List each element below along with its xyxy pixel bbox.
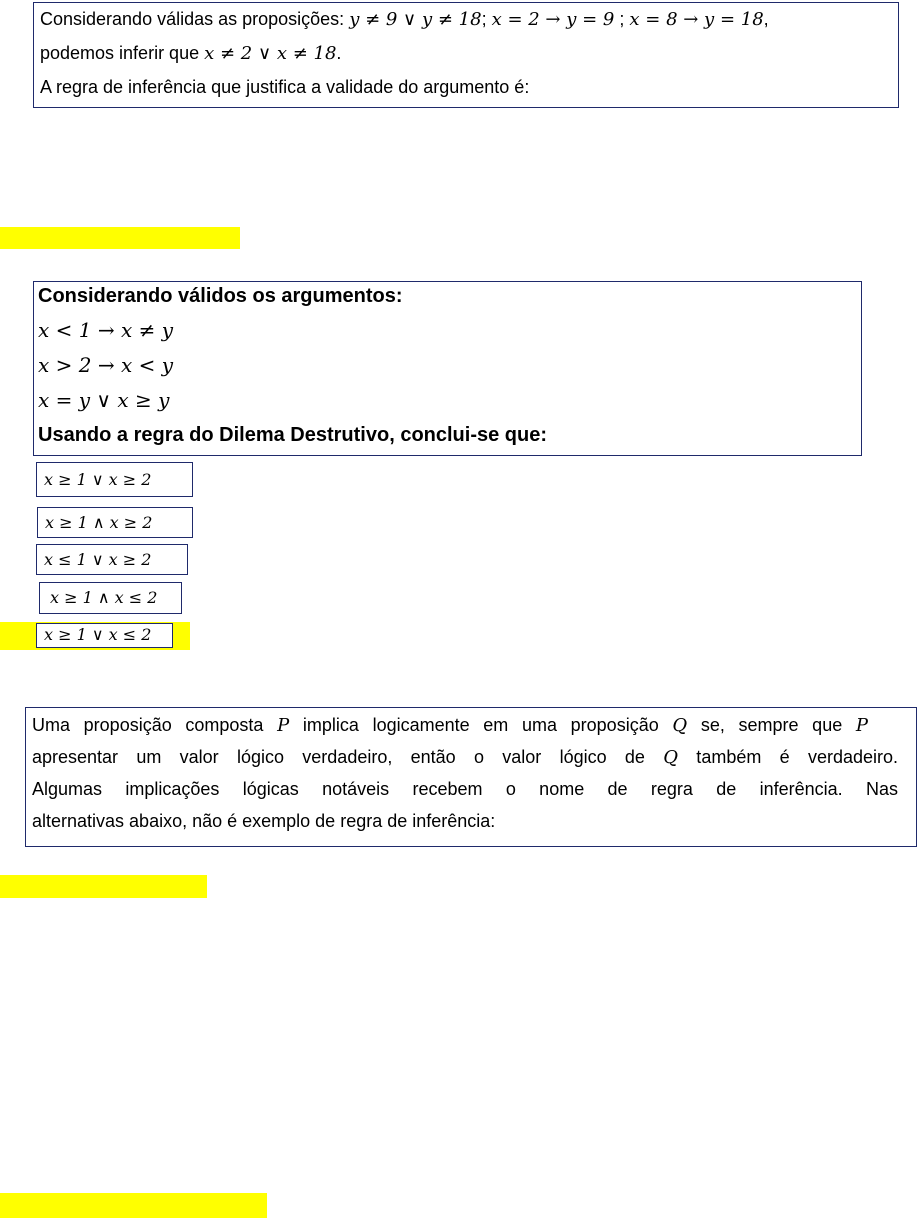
question-1-line-2: podemos inferir que x ≠ 2 ∨ x ≠ 18.	[40, 43, 342, 64]
symbol-p: P	[277, 715, 290, 736]
question-1-line-1: Considerando válidas as proposições: y ≠ 9 ∨ y ≠ 18; x = 2 → y = 9 ; x = 8 → y = 18,	[40, 9, 769, 30]
premise-2: x > 2 → x < y	[38, 353, 173, 377]
option-2[interactable]: x ≥ 1 ∧ x ≥ 2	[37, 507, 193, 538]
option-3[interactable]: x ≤ 1 ∨ x ≥ 2	[36, 544, 188, 575]
question-3-line-3: Algumas implicações lógicas notáveis recebem o nome de regra de inferência. Nas	[32, 779, 898, 799]
option-1[interactable]: x ≥ 1 ∨ x ≥ 2	[36, 462, 193, 497]
formula-2: x = 2 → y = 9	[491, 9, 615, 30]
question-2-prompt: Usando a regra do Dilema Destrutivo, conclui-se que:	[38, 424, 548, 446]
symbol-q: Q	[672, 715, 688, 736]
premise-1: x < 1 → x ≠ y	[38, 318, 173, 342]
highlight-bar-3	[0, 1193, 267, 1218]
formula-3: x = 8 → y = 18	[629, 9, 764, 30]
question-2-title: Considerando válidos os argumentos:	[38, 285, 403, 307]
question-2-box	[33, 281, 862, 456]
symbol-p: P	[855, 715, 869, 736]
highlight-bar-2	[0, 875, 207, 898]
premise-3: x = y ∨ x ≥ y	[38, 388, 170, 412]
formula-1: y ≠ 9 ∨ y ≠ 18	[349, 9, 482, 30]
highlight-bar-1	[0, 227, 240, 249]
option-5[interactable]: x ≥ 1 ∨ x ≤ 2	[36, 623, 173, 648]
question-1-line-3: A regra de inferência que justifica a validade do argumento é:	[40, 77, 530, 97]
formula-conclusion: x ≠ 2 ∨ x ≠ 18	[204, 43, 337, 64]
option-4[interactable]: x ≥ 1 ∧ x ≤ 2	[39, 582, 182, 614]
question-3-line-1: Uma proposição composta P implica logicamente em uma proposição Q se, sempre que P	[32, 715, 869, 736]
question-1-box	[33, 2, 899, 108]
question-3-line-4: alternativas abaixo, não é exemplo de regra de inferência:	[32, 811, 496, 831]
question-3-line-2: apresentar um valor lógico verdadeiro, então o valor lógico de Q também é verdadeiro.	[32, 747, 898, 768]
question-3-box	[25, 707, 917, 847]
symbol-q: Q	[663, 747, 679, 768]
